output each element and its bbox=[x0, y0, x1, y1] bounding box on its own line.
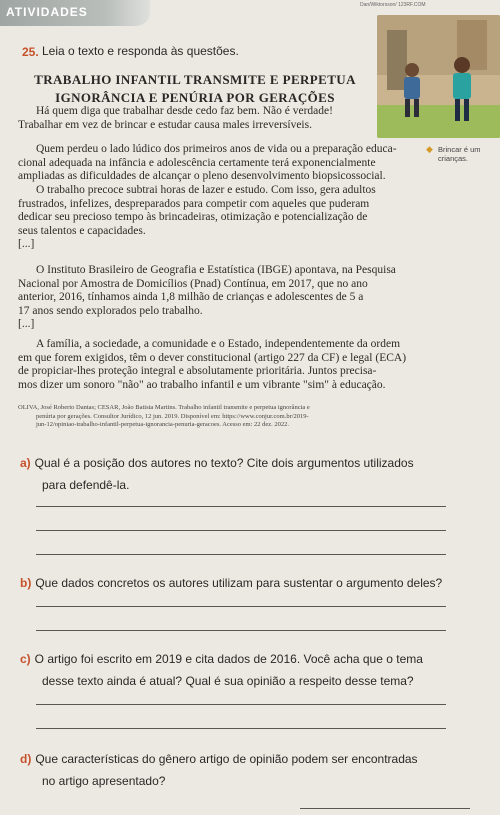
photo-illustration bbox=[377, 15, 500, 138]
answer-line[interactable] bbox=[36, 728, 446, 729]
answer-line[interactable] bbox=[36, 530, 446, 531]
article-paragraph-2 bbox=[18, 143, 423, 184]
text-line: O trabalho precoce subtrai horas de lazer e estudo. Com isso, gera adultos bbox=[36, 184, 376, 196]
reference-line: jun-12/opiniao-trabalho-infantil-perpetua-ignorancia-penuria-geracoes. Acesso em: 22 dez. 2022. bbox=[36, 421, 290, 428]
text-line: O Instituto Brasileiro de Geografia e Estatística (IBGE) apontava, na Pesquisa bbox=[36, 264, 396, 276]
question-a-text-cont: para defendê-la. bbox=[42, 478, 130, 492]
text-line: A família, a sociedade, a comunidade e o Estado, independentemente da ordem bbox=[36, 338, 401, 350]
answer-line[interactable] bbox=[36, 554, 446, 555]
exercise-instruction: Leia o texto e responda às questões. bbox=[42, 44, 239, 58]
photo-caption bbox=[438, 145, 500, 163]
text-line: frustrados, infelizes, despreparados para competir com aqueles que puderam bbox=[18, 197, 370, 210]
question-d-text-cont: no artigo apresentado? bbox=[42, 774, 166, 788]
answer-line[interactable] bbox=[36, 704, 446, 705]
text-line: de propiciar-lhes proteção integral e absolutamente prioritária. Juntos precisa- bbox=[18, 365, 377, 377]
ellipsis: [...] bbox=[18, 318, 35, 330]
article-title bbox=[30, 71, 360, 107]
activities-label: ATIVIDADES bbox=[6, 5, 88, 19]
text-line: anterior, 2016, tínhamos ainda 1,8 milhão de crianças e adolescentes de 5 a bbox=[18, 291, 364, 303]
reference-line: OLIVA, José Roberto Dantas; CESAR, João Batista Martins. Trabalho infantil transmite e perpetua ignorância e bbox=[18, 404, 310, 411]
image-credit: Dan/Wiktorsson/ 123RF.COM bbox=[360, 2, 426, 8]
text-line: seus talentos e capacidades. bbox=[18, 224, 146, 237]
caption-arrow-icon: ◆ bbox=[426, 144, 433, 154]
article-title-line1: TRABALHO INFANTIL TRANSMITE E PERPETUA bbox=[34, 72, 356, 87]
article-title-line2: IGNORÂNCIA E PENÚRIA POR GERAÇÕES bbox=[55, 90, 335, 105]
article-paragraph-5 bbox=[18, 338, 488, 392]
text-line: mos dizer um sonoro "não" ao trabalho infantil e um vibrante "sim" à educação. bbox=[18, 378, 386, 391]
photo-caption-line1: Brincar é um bbox=[438, 145, 481, 154]
article-reference bbox=[18, 404, 483, 430]
answer-line[interactable] bbox=[300, 808, 470, 809]
answer-line[interactable] bbox=[36, 606, 446, 607]
text-line: Trabalhar em vez de brincar e estudar causa males irreversíveis. bbox=[18, 118, 312, 131]
text-line: dedicar seu precioso tempo às brincadeiras, otimização e potencialização de bbox=[18, 211, 368, 223]
photo-caption-line2: crianças. bbox=[438, 154, 469, 163]
answer-line[interactable] bbox=[36, 506, 446, 507]
question-b-text: Que dados concretos os autores utilizam para sustentar o argumento deles? bbox=[35, 576, 443, 590]
ellipsis: [...] bbox=[18, 238, 35, 250]
text-line: Nacional por Amostra de Domicílios (Pnad) Contínua, em 2017, que no ano bbox=[18, 277, 368, 290]
question-b bbox=[20, 572, 480, 594]
article-paragraph-1 bbox=[18, 105, 368, 132]
exercise-number: 25. bbox=[22, 45, 39, 59]
question-c bbox=[20, 648, 480, 692]
question-a-text: Qual é a posição dos autores no texto? Cite dois argumentos utilizados bbox=[34, 456, 414, 470]
text-line: ampliadas as dificuldades de alcançar o pleno desenvolvimento biopsicossocial. bbox=[18, 170, 386, 182]
answer-line[interactable] bbox=[36, 630, 446, 631]
question-d-text: Que características do gênero artigo de opinião podem ser encontradas bbox=[35, 752, 418, 766]
question-d bbox=[20, 748, 480, 792]
activities-banner bbox=[0, 0, 150, 26]
question-b-letter: b) bbox=[20, 576, 32, 590]
question-d-letter: d) bbox=[20, 752, 32, 766]
text-line: Quem perdeu o lado lúdico dos primeiros anos de vida ou a preparação educa- bbox=[36, 143, 397, 155]
article-paragraph-4 bbox=[18, 264, 468, 332]
question-a bbox=[20, 452, 480, 496]
question-a-letter: a) bbox=[20, 456, 31, 470]
question-c-text-cont: desse texto ainda é atual? Qual é sua opinião a respeito desse tema? bbox=[42, 674, 414, 688]
question-c-letter: c) bbox=[20, 652, 31, 666]
article-paragraph-3 bbox=[18, 184, 463, 252]
children-playing-photo bbox=[377, 15, 500, 138]
text-line: em que forem exigidos, têm o dever constitucional (artigo 227 da CF) e legal (ECA) bbox=[18, 351, 407, 364]
reference-line: penúria por gerações. Consultor Jurídico, 12 jun. 2019. Disponível em: https://www.conjur.com.br/2019- bbox=[36, 412, 309, 420]
text-line: cional adequada na infância e adolescência certamente terá exponencialmente bbox=[18, 156, 376, 169]
question-c-text: O artigo foi escrito em 2019 e cita dados de 2016. Você acha que o tema bbox=[34, 652, 423, 666]
text-line: 17 anos sendo explorados pelo trabalho. bbox=[18, 304, 203, 317]
text-line: Há quem diga que trabalhar desde cedo faz bem. Não é verdade! bbox=[36, 105, 333, 117]
